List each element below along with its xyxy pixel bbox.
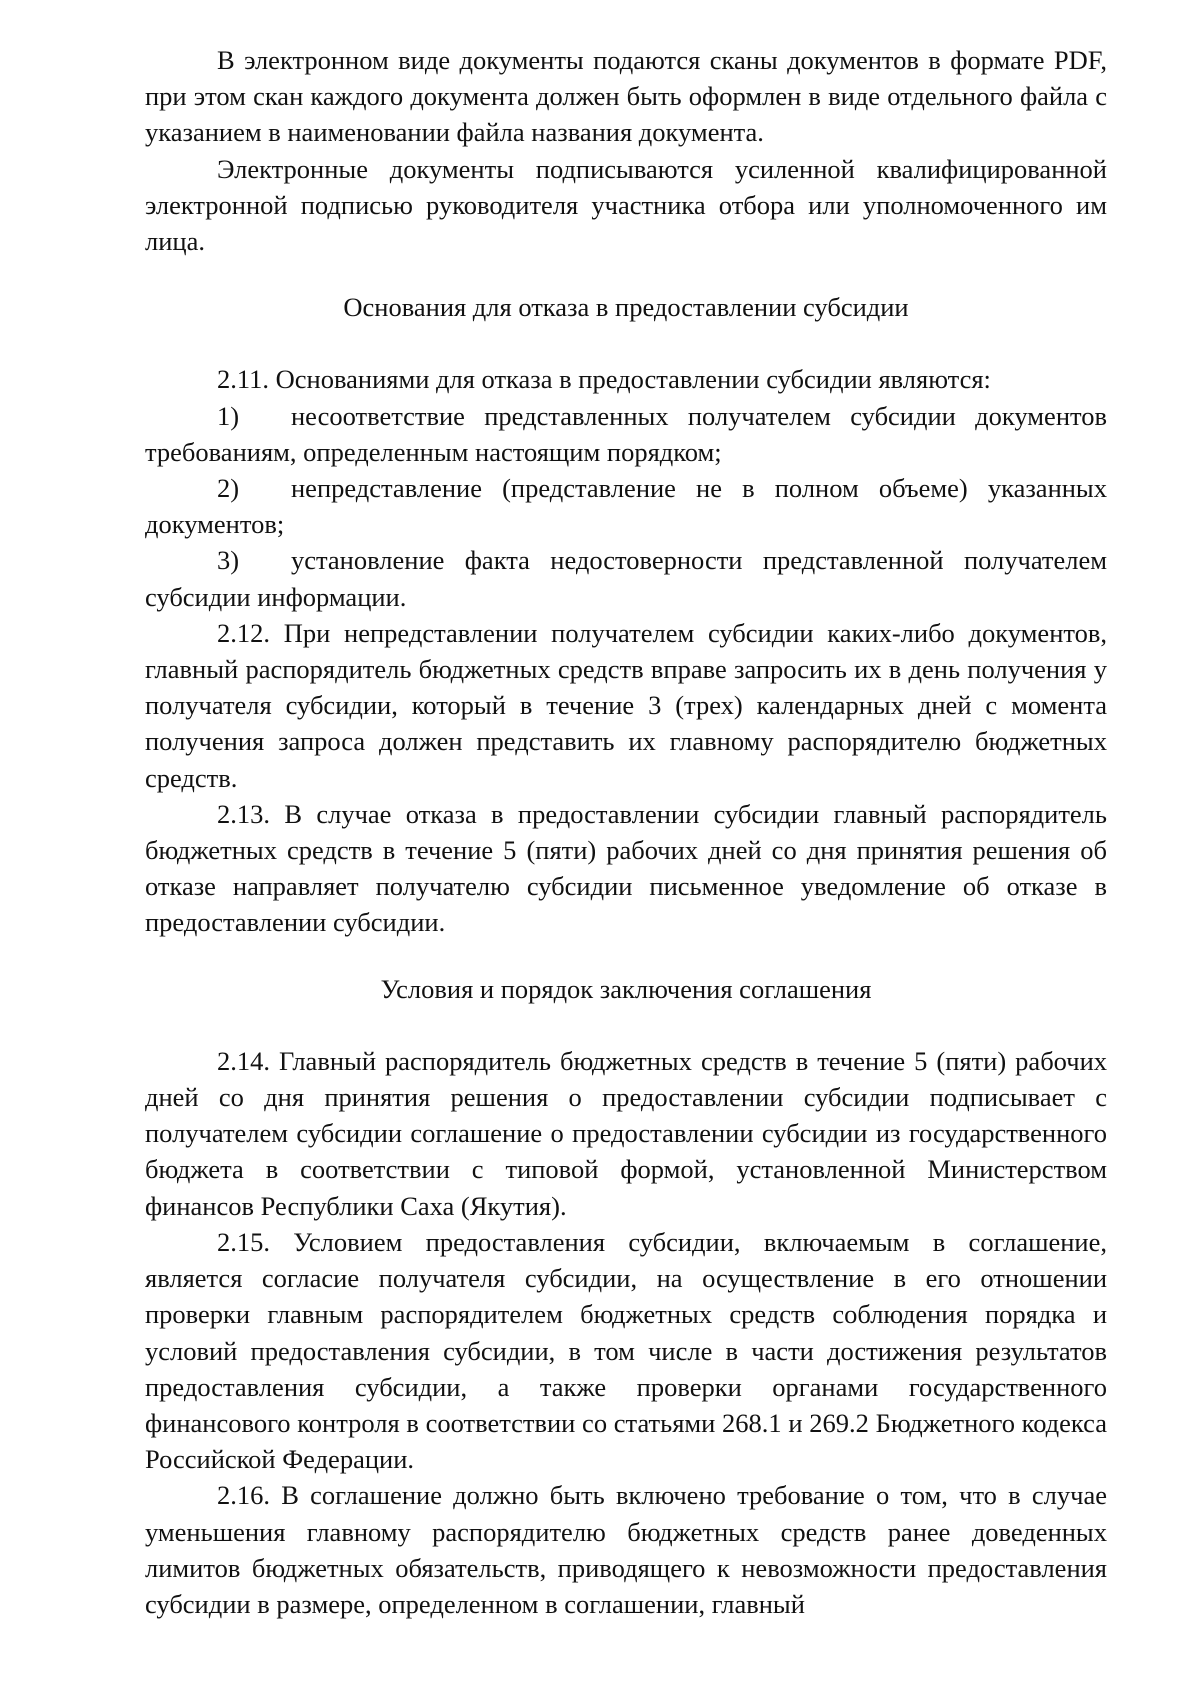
list-item [145,542,1107,614]
list-item-text: установление факта недостоверности представленной получателем субсидии информации. [145,545,1107,612]
list-item-number: 3) [217,545,240,576]
clause-2-11: 2.11. Основаниями для отказа в предоставлении субсидии являются: [217,364,991,395]
clause-2-15: 2.15. Условием предоставления субсидии, включаемым в соглашение, является согласие получателя субсидии, на осуществление в его отношении проверки главным распорядителем бюджетных средств соблюдения порядка и условий предоставления субсидии, в том числе в части достижения результатов предоставления субсидии, а также проверки органами государственного финансового контроля в соответствии со статьями 268.1 и 269.2 Бюджетного кодекса Российской Федерации. [145,1226,1107,1475]
section-heading-refusal: Основания для отказа в предоставлении субсидии [343,292,909,323]
list-item-text: непредставление (представление не в полном объеме) указанных документов; [145,473,1107,540]
section-heading-agreement: Условия и порядок заключения соглашения [380,973,872,1004]
list-item [145,398,1107,470]
spacer [145,1007,1107,1043]
list-item-number: 1) [217,400,240,431]
intro-paragraph-pdf: В электронном виде документы подаются сканы документов в формате PDF, при этом скан каждого документа должен быть оформлен в виде отдельного файла с указанием в наименовании файла названия документа. [145,45,1107,148]
list-item-text: несоответствие представленных получателем субсидии документов требованиям, определенным настоящим порядком; [145,400,1107,467]
spacer [145,325,1107,361]
clause-2-13: 2.13. В случае отказа в предоставлении субсидии главный распорядитель бюджетных средств в течение 5 (пяти) рабочих дней со дня принятия решения об отказе направляет получателю субсидии письменное уведомление об отказе в предоставлении субсидии. [145,798,1107,938]
list-item [145,470,1107,542]
clause-2-12: 2.12. При непредставлении получателем субсидии каких-либо документов, главный распорядитель бюджетных средств вправе запросить их в день получения у получателя субсидии, который в течение 3 (трех) календарных дней с момента получения запроса должен представить их главному распорядителю бюджетных средств. [145,617,1107,793]
clause-2-14: 2.14. Главный распорядитель бюджетных средств в течение 5 (пяти) рабочих дней со дня принятия решения о предоставлении субсидии подписывает с получателем субсидии соглашение о предоставлении субсидии из государственного бюджета в соответствии с типовой формой, установленной Министерством финансов Республики Саха (Якутия). [145,1045,1107,1221]
clause-2-16: 2.16. В соглашение должно быть включено требование о том, что в случае уменьшения главному распорядителю бюджетных средств ранее доведенных лимитов бюджетных обязательств, приводящего к невозможности предоставления субсидии в размере, определенном в соглашении, главный [145,1480,1107,1619]
list-item-number: 2) [217,473,240,504]
intro-paragraph-signature: Электронные документы подписываются усиленной квалифицированной электронной подписью руководителя участника отбора или уполномоченного им лица. [145,153,1107,257]
spacer [145,941,1107,971]
spacer [145,259,1107,289]
